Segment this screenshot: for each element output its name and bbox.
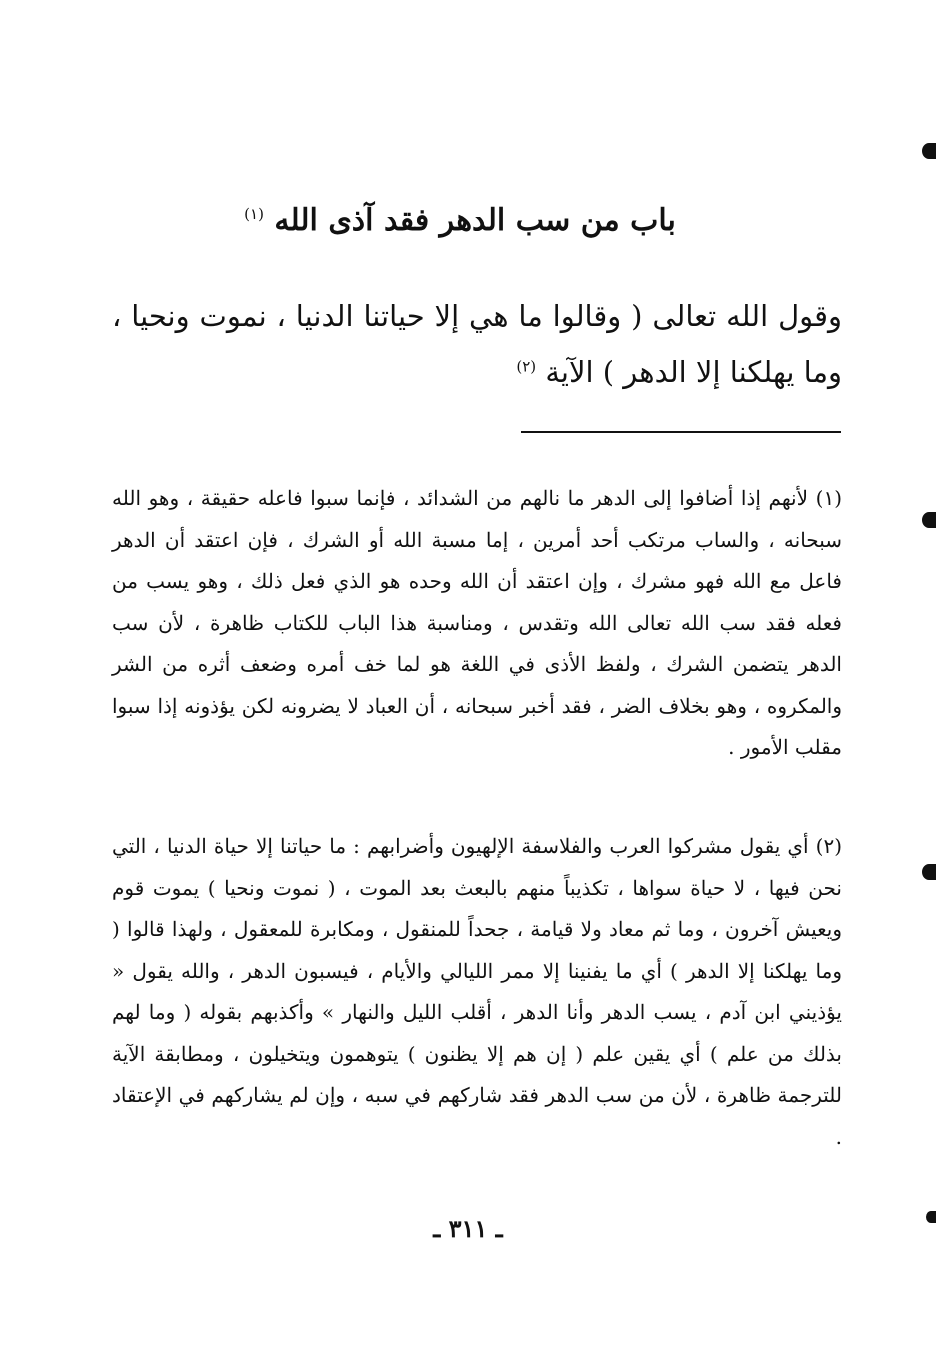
- binding-hole-mark: [922, 864, 936, 880]
- binding-hole-mark: [926, 1211, 936, 1223]
- chapter-title: [150, 198, 770, 244]
- chapter-title-footnote-ref: (١): [244, 205, 264, 223]
- binding-hole-mark: [922, 143, 936, 159]
- quran-verse-paragraph: [112, 288, 842, 400]
- footnote-2: (٢) أي يقول مشركوا العرب والفلاسفة الإلهيون وأضرابهم : ما حياتنا إلا حياة الدنيا ، التي نحن فيها ، لا حياة سواها ، تكذيباً منهم بالبعث بعد الموت ، ( نموت ونحيا ) يموت قوم ويعيش آخرون ، وما ثم معاد ولا قيامة ، جحداً للمنقول ، ومكابرة للمعقول ، ولهذا قالوا ( وما يهلكنا إلا الدهر ) أي ما يفنينا إلا ممر الليالي والأيام ، فيسبون الدهر ، والله يقول « يؤذيني ابن آدم ، يسب الدهر وأنا الدهر ، أقلب الليل والنهار » وأكذبهم بقوله ( وما لهم بذلك من علم ) أي يقين علم ( إن هم إلا يظنون ) يتوهمون ويتخيلون ، ومطابقة الآية للترجمة ظاهرة ، لأن من سب الدهر فقد شاركهم في سبه ، وإن لم يشاركهم في الإعتقاد .: [112, 834, 842, 1149]
- verse-text: وقول الله تعالى ( وقالوا ما هي إلا حياتنا الدنيا ، نموت ونحيا ، وما يهلكنا إلا الدهر ) الآية: [112, 299, 842, 389]
- binding-hole-mark: [922, 512, 936, 528]
- footnote-separator: [521, 431, 841, 433]
- verse-footnote-ref: (٢): [516, 357, 537, 376]
- footnote-1: (١) لأنهم إذا أضافوا إلى الدهر ما نالهم من الشدائد ، فإنما سبوا فاعله حقيقة ، وهو الله سبحانه ، والساب مرتكب أحد أمرين ، إما مسبة الله أو الشرك ، فإن اعتقد أن الدهر فاعل مع الله فهو مشرك ، وإن اعتقد أن الله وحده هو الذي فعل ذلك ، وهو يسب من فعله فقد سب الله تعالى الله وتقدس ، ومناسبة هذا الباب للكتاب ظاهرة ، لأن سب الدهر يتضمن الشرك ، ولفظ الأذى في اللغة هو لما خف أمره وضعف أثره من الشر والمكروه ، وهو بخلاف الضر ، فقد أخبر سبحانه ، أن العباد لا يضرونه لكن يؤذونه إذا سبوا مقلب الأمور .: [112, 486, 842, 759]
- chapter-title-text: باب من سب الدهر فقد آذى الله: [274, 203, 676, 238]
- page-number: ـ ٣١١ ـ: [433, 1214, 503, 1243]
